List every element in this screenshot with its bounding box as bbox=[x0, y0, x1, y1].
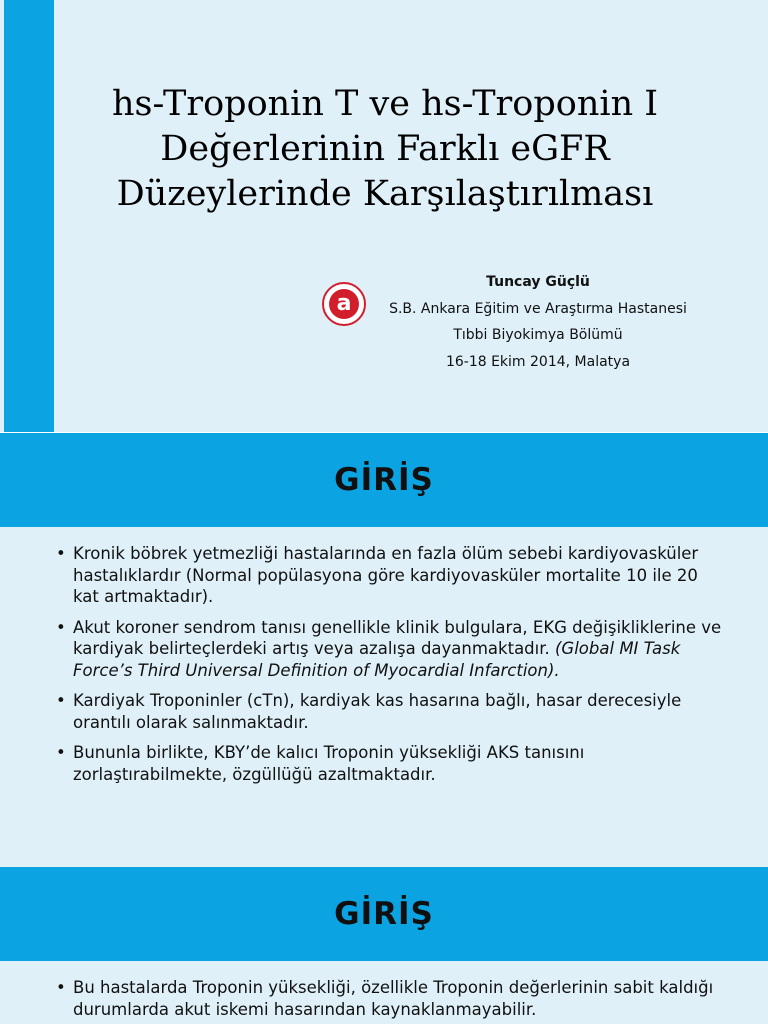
list-item bbox=[56, 617, 726, 682]
accent-bar bbox=[4, 0, 54, 432]
title-line: hs-Troponin T ve hs-Troponin I bbox=[111, 84, 659, 124]
list-item bbox=[56, 543, 726, 608]
slide-heading: GİRİŞ bbox=[334, 462, 434, 498]
event-date: 16-18 Ekim 2014, Malatya bbox=[445, 353, 631, 370]
intro-slide-1 bbox=[0, 433, 768, 867]
slide-heading: GİRİŞ bbox=[334, 896, 434, 932]
bullet-icon: • bbox=[56, 691, 66, 710]
citation: (Global MI Task Force’s Third Universal Definition of Myocardial Infarction). bbox=[73, 639, 681, 680]
bullet-icon: • bbox=[56, 617, 66, 637]
bullet-icon: • bbox=[56, 544, 66, 563]
department: Tıbbi Biyokimya Bölümü bbox=[453, 327, 623, 343]
bullet-text: Akut koroner sendrom tanısı genellikle klinik bulgulara, EKG değişikliklerine ve kardiyak belirteçlerdeki artış veya azalışa dayanmaktadır. bbox=[73, 617, 722, 658]
bullet-icon: • bbox=[56, 978, 66, 997]
hospital-logo-icon bbox=[322, 282, 366, 326]
list-item bbox=[56, 977, 726, 1020]
slide-header bbox=[0, 433, 768, 527]
bullet-text: Bununla birlikte, KBY’de kalıcı Troponin yüksekliği AKS tanısını zorlaştırabilmekte, özgüllüğü azaltmaktadır. bbox=[73, 743, 585, 784]
slide-header bbox=[0, 867, 768, 961]
logo-letter: a bbox=[329, 289, 359, 319]
list-item bbox=[56, 690, 726, 733]
title-line: Düzeylerinde Karşılaştırılması bbox=[116, 174, 654, 214]
title-line: Değerlerinin Farklı eGFR bbox=[160, 129, 610, 169]
bullet-list bbox=[56, 543, 726, 794]
presentation-title bbox=[60, 82, 710, 217]
title-slide bbox=[0, 0, 768, 432]
bullet-text: Kardiyak Troponinler (cTn), kardiyak kas hasarına bağlı, hasar derecesiyle orantılı olarak salınmaktadır. bbox=[73, 691, 682, 732]
bullet-list bbox=[56, 977, 726, 1024]
bullet-icon: • bbox=[56, 743, 66, 762]
list-item bbox=[56, 742, 726, 785]
author-block bbox=[368, 269, 708, 375]
intro-slide-2 bbox=[0, 867, 768, 1024]
bullet-text: Bu hastalarda Troponin yüksekliği, özellikle Troponin değerlerinin sabit kaldığı durumlarda akut iskemi hasarından kaynaklanmayabilir. bbox=[73, 978, 714, 1019]
institution: S.B. Ankara Eğitim ve Araştırma Hastanesi bbox=[389, 300, 687, 317]
author-name: Tuncay Güçlü bbox=[486, 274, 590, 290]
bullet-text: Kronik böbrek yetmezliği hastalarında en fazla ölüm sebebi kardiyovasküler hastalıklardır (Normal popülasyona göre kardiyovasküler mortalite 10 ile 20 kat artmaktadır). bbox=[73, 544, 699, 606]
